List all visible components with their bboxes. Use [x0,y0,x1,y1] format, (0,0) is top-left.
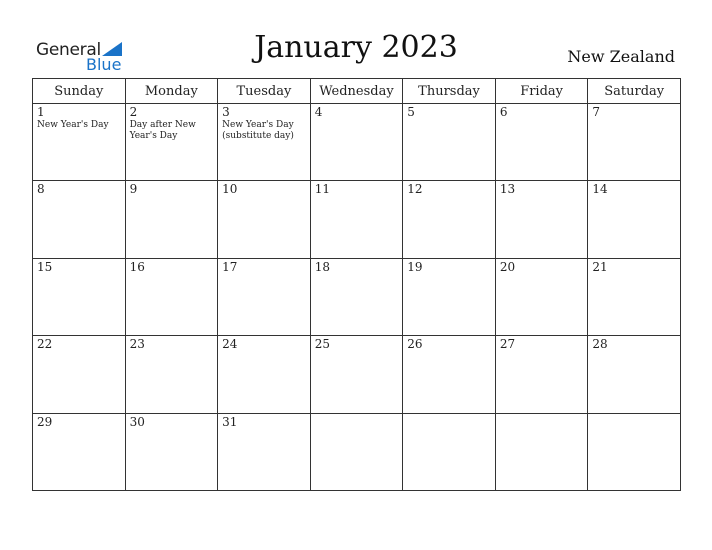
calendar-day-cell [588,336,681,413]
calendar-day-cell [310,336,403,413]
page-title: January 2023 [254,30,458,65]
logo-text-blue: Blue [86,55,122,74]
day-number: 1 [37,105,45,119]
weekday-header: Wednesday [310,79,403,104]
day-number: 22 [37,337,53,352]
calendar-day-cell [33,181,126,258]
calendar-day-cell [218,336,311,413]
day-number: 26 [407,337,423,352]
weekday-header: Monday [125,79,218,104]
day-number: 29 [37,414,53,429]
calendar-day-cell [125,258,218,335]
day-number: 19 [407,259,423,274]
calendar-day-cell [33,336,126,413]
weekday-header: Tuesday [218,79,311,104]
calendar-day-cell [125,413,218,490]
calendar-day-cell [310,104,403,181]
day-number: 7 [592,105,601,119]
day-number: 28 [592,337,608,352]
calendar-day-cell [310,413,403,490]
day-number: 17 [222,259,238,274]
calendar-day-cell [495,258,588,335]
weekday-header-row [33,79,681,104]
calendar-day-cell [310,258,403,335]
calendar-week-row [33,413,681,490]
calendar-week-row [33,336,681,413]
calendar-day-cell [33,258,126,335]
calendar-week-row [33,104,681,181]
calendar-day-cell [310,181,403,258]
day-number: 30 [129,414,145,429]
day-number: 5 [407,105,415,119]
day-number: 13 [499,182,516,197]
day-number: 23 [129,337,145,352]
day-number: 8 [37,182,45,197]
calendar-day-cell [403,104,496,181]
holiday-label: Day after New Year's Day [129,120,196,141]
day-number: 21 [592,259,608,274]
day-number: 15 [37,259,53,274]
day-number: 20 [499,259,516,274]
calendar-day-cell [218,181,311,258]
calendar-day-cell [495,336,588,413]
day-number: 16 [129,259,145,274]
calendar-day-cell [218,104,311,181]
day-number: 31 [222,414,238,429]
calendar-day-cell [588,104,681,181]
day-number: 25 [314,337,330,352]
calendar-day-cell [125,181,218,258]
calendar-day-cell [403,413,496,490]
day-number: 11 [314,182,330,197]
calendar-week-row [33,258,681,335]
day-number: 12 [407,182,423,197]
calendar-day-cell [33,413,126,490]
weekday-header: Friday [495,79,588,104]
day-number: 2 [129,105,138,119]
calendar-day-cell [588,413,681,490]
calendar-day-cell [495,413,588,490]
day-number: 4 [314,105,323,119]
calendar-day-cell [218,258,311,335]
day-number: 9 [129,182,138,197]
day-number: 27 [499,337,516,352]
day-number: 18 [314,259,330,274]
day-number: 24 [222,337,238,352]
holiday-label: New Year's Day (substitute day) [222,120,294,141]
calendar-grid [32,78,681,491]
calendar-body [33,104,681,491]
day-number: 10 [222,182,238,197]
logo-text-general: General [36,40,101,60]
calendar-day-cell [33,104,126,181]
weekday-header: Sunday [33,79,126,104]
calendar-day-cell [403,258,496,335]
day-number: 3 [222,105,230,119]
holiday-label: New Year's Day [37,120,109,130]
calendar-week-row [33,181,681,258]
calendar-day-cell [495,104,588,181]
calendar-day-cell [218,413,311,490]
calendar-day-cell [125,104,218,181]
weekday-header: Saturday [588,79,681,104]
calendar-day-cell [403,336,496,413]
calendar-day-cell [403,181,496,258]
calendar-day-cell [588,258,681,335]
day-number: 6 [499,105,508,119]
day-number: 14 [592,182,608,197]
calendar-day-cell [125,336,218,413]
calendar-day-cell [495,181,588,258]
weekday-header: Thursday [403,79,496,104]
calendar-day-cell [588,181,681,258]
country-label: New Zealand [567,47,675,66]
